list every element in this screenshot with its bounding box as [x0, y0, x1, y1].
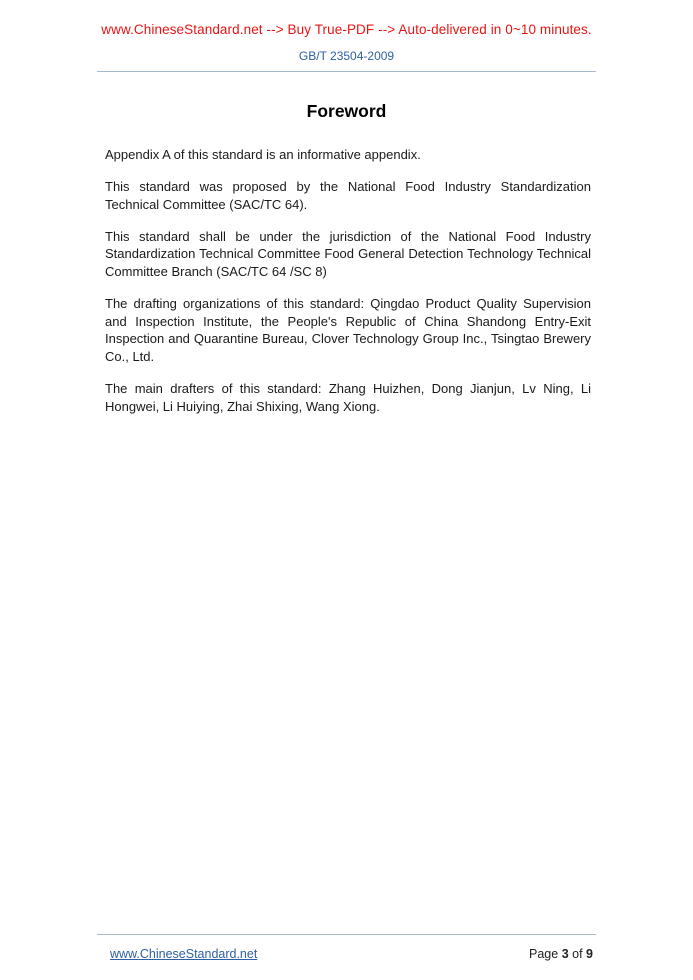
- header-divider: [97, 71, 596, 72]
- promo-banner-link[interactable]: www.ChineseStandard.net --> Buy True-PDF --> Auto-delivered in 0~10 minutes.: [101, 22, 592, 37]
- page-number-current: 3: [561, 947, 569, 961]
- document-body: [105, 146, 591, 430]
- standard-code: GB/T 23504-2009: [298, 49, 395, 63]
- paragraph-appendix: Appendix A of this standard is an informative appendix.: [105, 147, 421, 162]
- page-title: Foreword: [306, 101, 387, 121]
- page-number: [529, 947, 593, 961]
- paragraph-jurisdiction: This standard shall be under the jurisdiction of the National Food Industry Standardization Technical Committee Food General Detection Technology Technical Committee Branch (SAC/TC 64 /SC 8): [105, 228, 591, 279]
- page-number-total: 9: [586, 947, 593, 961]
- page-number-label: Page: [529, 947, 559, 961]
- page-number-of: of: [572, 947, 583, 961]
- paragraph-proposed-by: This standard was proposed by the National Food Industry Standardization Technical Committee (SAC/TC 64).: [105, 179, 591, 212]
- paragraph-main-drafters: The main drafters of this standard: Zhang Huizhen, Dong Jianjun, Lv Ning, Li Hongwei, Li Huiying, Zhai Shixing, Wang Xiong.: [105, 380, 591, 414]
- footer-site-link[interactable]: www.ChineseStandard.net: [110, 947, 258, 961]
- footer-divider: [97, 934, 596, 935]
- paragraph-drafting-organizations: The drafting organizations of this standard: Qingdao Product Quality Supervision and Inspection Institute, the People's Republic of China Shandong Entry-Exit Inspection and Quarantine Bureau, Clover Technology Group Inc., Tsingtao Brewery Co., Ltd.: [105, 296, 591, 364]
